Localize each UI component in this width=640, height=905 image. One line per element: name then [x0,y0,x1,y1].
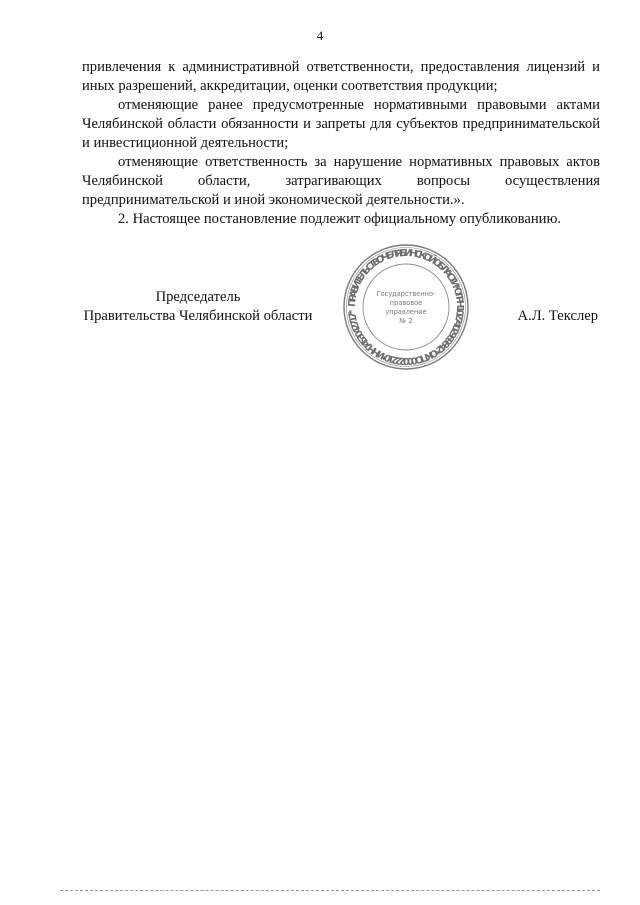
seal-icon [342,243,470,371]
page-number: 4 [316,28,324,43]
seal-inner-line3: управление [385,308,427,316]
signatory-title-line1: Председатель [155,289,241,305]
signatory-title-line2: Правительства Челябинской области [83,308,313,324]
seal-inner-line2: правовое [389,299,423,307]
signatory-name: А.Л. Текслер [517,308,598,324]
seal-ring-text: ПРАВИТЕЛЬСТВО ЧЕЛЯБИНСКОЙ ОБЛАСТИ * ОГРН 1027402969842 * ОКПО 00022210 * ИНН 7453042717 * [346,247,466,367]
paragraph-obligations: отменяющие ранее предусмотренные нормативными правовыми актами Челябинской области обязанности и запреты для субъектов предпринимательской и инвестиционной деятельности; [82,97,600,151]
seal-inner-line4: № 2 [399,317,413,325]
signatory-title [78,288,318,326]
paragraph-continuation: привлечения к административной ответственности, предоставления лицензий и иных разрешений, аккредитации, оценки соответствия продукции; [82,59,600,94]
paragraph-liability: отменяющие ответственность за нарушение нормативных правовых актов Челябинской области, затрагивающих вопросы осуществления предпринимательской и иной экономической деятельности.». [82,154,600,208]
paragraph-publication: 2. Настоящее постановление подлежит официальному опубликованию. [118,211,562,227]
footer-divider [60,890,600,891]
official-seal-stamp [342,243,470,371]
document-body [82,58,600,229]
seal-inner-line1: Государственно- [376,290,436,298]
